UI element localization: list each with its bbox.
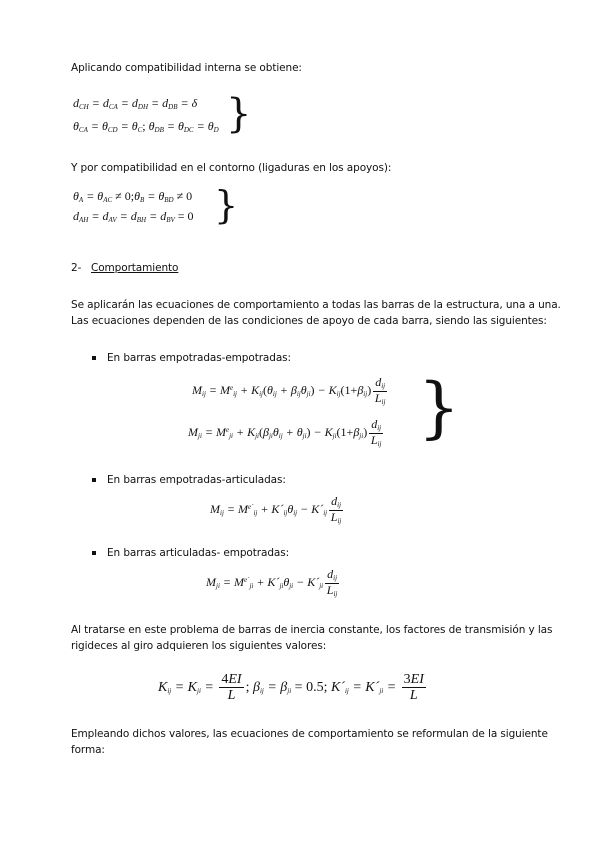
- bullet-icon: [92, 478, 96, 482]
- paragraph-internal-compatibility: Aplicando compatibilidad interna se obtiene:: [71, 62, 302, 74]
- right-brace: }: [418, 369, 460, 446]
- equation-support-rotations: $\theta_A = \theta_{AC}$ ≠ $0;\theta_B = \theta_{BD} \ne 0$: [73, 189, 193, 204]
- paragraph-reformulate-line1: Empleando dichos valores, las ecuaciones de comportamiento se reformulan de la siguiente: [71, 728, 548, 740]
- bullet-fixed-fixed: En barras empotradas-empotradas:: [107, 352, 291, 364]
- equation-moment-ij: $M_{ij} = M^e_{ij} + K_{ij}(\theta_{ij} + \beta_{ij}\theta_{ji}) - K_{ij}(1+\beta_{ij})$ $\frac{d_{ij}}{L_{ij}}$: [192, 375, 386, 406]
- equation-moment-ji: $M_{ji} = M^e_{ji} + K_{ji}(\beta_{ji}\theta_{ij} + \theta_{ji}) - K_{ji}(1+\beta_{ji})$ $\frac{d_{ij}}{L_{ij}}$: [188, 417, 382, 448]
- right-brace: }: [214, 183, 239, 227]
- equation-moment-pinned-fixed: $M_{ji} = M^{e´}_{ji}$ + $K´_{ji}\theta_{ji}$ − $K´_{ji}$ $\frac{d_{ij}}{L_{ij}}$: [206, 567, 338, 598]
- equation-displacements: $d_{CH} = d_{CA} = d_{DH} = d_{DB} = \delta$: [73, 96, 198, 111]
- bullet-pinned-fixed: En barras articuladas- empotradas:: [107, 547, 290, 559]
- equation-moment-fixed-pinned: $M_{ij} = M^{e´}_{ij}$ + $K´_{ij}\theta_{ij}$ − $K´_{ij}$ $\frac{d_{ij}}{L_{ij}}$: [210, 494, 342, 525]
- paragraph-constant-inertia-line1: Al tratarse en este problema de barras de inercia constante, los factores de transmisión y las: [71, 624, 553, 636]
- paragraph-behaviour-line1: Se aplicarán las ecuaciones de comportamiento a todas las barras de la estructura, una a una.: [71, 299, 561, 311]
- section-heading: [71, 262, 178, 274]
- paragraph-constant-inertia-line2: rigideces al giro adquieren los siguientes valores:: [71, 640, 327, 652]
- right-brace: }: [226, 91, 252, 137]
- equation-rotations: $\theta_{CA} = \theta_{CD} = \theta_C$; $\theta_{DB} = \theta_{DC} = \theta_D$: [73, 119, 219, 134]
- equation-stiffness-values: $K_{ij} = K_{ji}$ = $\frac{4EI}{L}$ ; $\beta_{ij} = \beta_{ji} = 0.5$; $K´_{ij}$ = $K´_{ji}$ = $\frac{3EI}{L}$: [158, 672, 424, 704]
- bullet-fixed-pinned: En barras empotradas-articuladas:: [107, 474, 286, 486]
- paragraph-boundary-compatibility: Y por compatibilidad en el contorno (ligaduras en los apoyos):: [71, 162, 392, 174]
- section-number: 2-: [71, 262, 82, 274]
- equation-support-displacements: $d_{AH} = d_{AV} = d_{BH} = d_{BV} = 0$: [73, 209, 194, 224]
- paragraph-behaviour-line2: Las ecuaciones dependen de las condiciones de apoyo de cada barra, siendo las siguientes:: [71, 315, 547, 327]
- paragraph-reformulate-line2: forma:: [71, 744, 105, 756]
- bullet-icon: [92, 551, 96, 555]
- bullet-icon: [92, 356, 96, 360]
- section-title: Comportamiento: [91, 262, 179, 274]
